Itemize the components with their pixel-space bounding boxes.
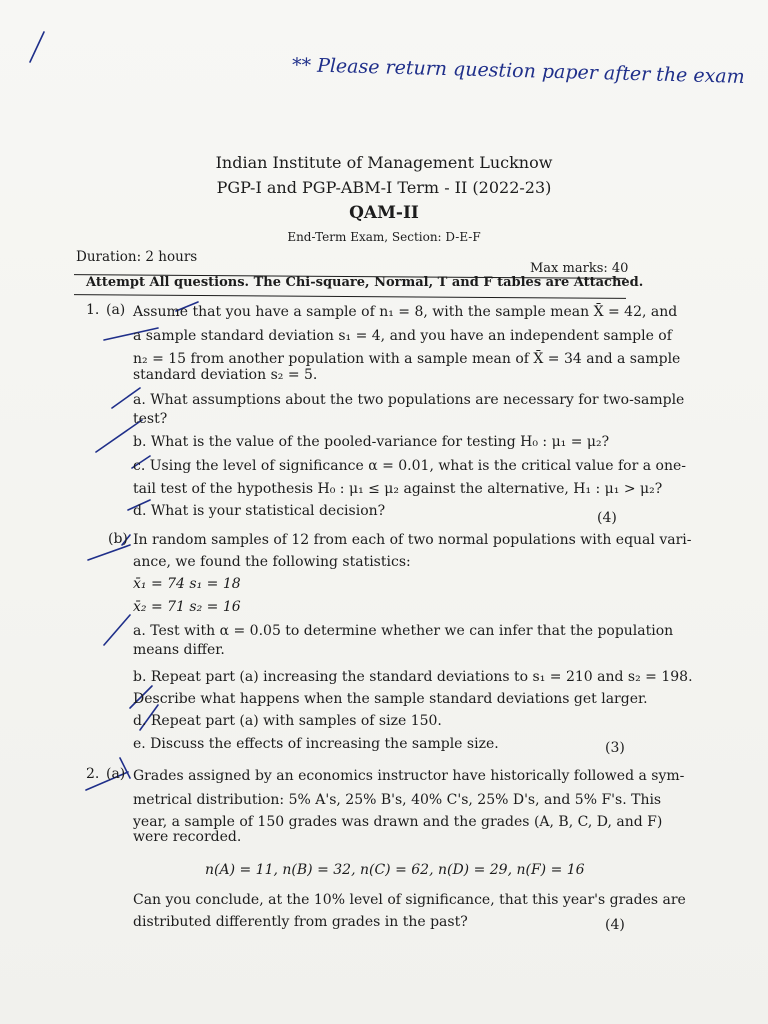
question-1b-line-1: In random samples of 12 from each of two normal populations with equal vari- <box>133 532 692 548</box>
margin-slash-mark <box>30 32 44 62</box>
question-1a-line-3: n₂ = 15 from another population with a sample mean of X̄ = 34 and a sample <box>133 351 681 367</box>
question-2a-closing-line-2: distributed differently from grades in the past? <box>133 914 468 930</box>
question-1b-sub-e: e. Discuss the effects of increasing the sample size. <box>133 736 499 752</box>
question-1b-label: (b) <box>108 531 128 547</box>
question-1b-sub-a-line-2: means differ. <box>133 642 225 658</box>
question-1a-label: (a) <box>106 302 126 318</box>
question-1b-line-2: ance, we found the following statistics: <box>133 554 411 570</box>
institute-name: Indian Institute of Management Lucknow <box>215 153 553 172</box>
question-1b-sub-d: d. Repeat part (a) with samples of size 150. <box>133 713 442 729</box>
question-1b-stat-1: x̄₁ = 74 s₁ = 18 <box>133 576 241 592</box>
exam-name: End-Term Exam, Section: D-E-F <box>287 230 481 244</box>
question-2a-line-2: metrical distribution: 5% A's, 25% B's, 40% C's, 25% D's, and 5% F's. This <box>133 792 662 808</box>
duration: Duration: 2 hours <box>76 249 198 265</box>
question-1a-line-4: standard deviation s₂ = 5. <box>133 367 318 383</box>
question-1b-marks: (3) <box>605 740 625 756</box>
handwritten-note: ** Please return question paper after the exam <box>291 54 745 88</box>
question-1a-sub-c-line-1: c. Using the level of significance α = 0.01, what is the critical value for a one- <box>133 458 686 474</box>
question-1a-sub-a-line-2: test? <box>133 411 168 427</box>
question-1-number: 1. <box>86 302 100 318</box>
instructions: Attempt All questions. The Chi-square, Normal, T and F tables are Attached. <box>86 275 644 290</box>
question-1a-marks: (4) <box>597 510 617 526</box>
question-1a-sub-a-line-1: a. What assumptions about the two populations are necessary for two-sample <box>133 392 685 408</box>
question-2a-equation: n(A) = 11, n(B) = 32, n(C) = 62, n(D) = 29, n(F) = 16 <box>205 862 585 878</box>
question-2a-closing-line-1: Can you conclude, at the 10% level of significance, that this year's grades are <box>133 892 686 908</box>
question-2a-line-4: were recorded. <box>133 829 242 845</box>
question-2-number: 2. <box>86 766 100 782</box>
question-2a-line-3: year, a sample of 150 grades was drawn and the grades (A, B, C, D, and F) <box>133 814 663 830</box>
program-name: PGP-I and PGP-ABM-I Term - II (2022-23) <box>216 178 552 197</box>
question-1a-line-2: a sample standard deviation s₁ = 4, and you have an independent sample of <box>133 328 672 344</box>
question-1b-stat-2: x̄₂ = 71 s₂ = 16 <box>133 599 241 615</box>
question-1b-sub-b-line-1: b. Repeat part (a) increasing the standard deviations to s₁ = 210 and s₂ = 198. <box>133 669 693 685</box>
question-1a-sub-d: d. What is your statistical decision? <box>133 503 386 519</box>
question-2a-marks: (4) <box>605 917 625 933</box>
question-2a-line-1: Grades assigned by an economics instructor have historically followed a sym- <box>133 768 685 784</box>
question-1b-sub-b-line-2: Describe what happens when the sample standard deviations get larger. <box>133 691 648 707</box>
question-1a-sub-b: b. What is the value of the pooled-variance for testing H₀ : μ₁ = μ₂? <box>133 434 610 450</box>
question-1b-sub-a-line-1: a. Test with α = 0.05 to determine whether we can infer that the population <box>133 623 674 639</box>
question-1a-line-1: Assume that you have a sample of n₁ = 8, with the sample mean X̄ = 42, and <box>133 304 678 320</box>
question-2a-label: (a) <box>106 766 126 782</box>
question-1a-sub-c-line-2: tail test of the hypothesis H₀ : μ₁ ≤ μ₂ against the alternative, H₁ : μ₁ > μ₂? <box>133 481 663 497</box>
tick-mark-q1b-a <box>104 615 130 645</box>
max-marks: Max marks: 40 <box>530 261 629 276</box>
course-title: QAM-II <box>349 203 419 223</box>
